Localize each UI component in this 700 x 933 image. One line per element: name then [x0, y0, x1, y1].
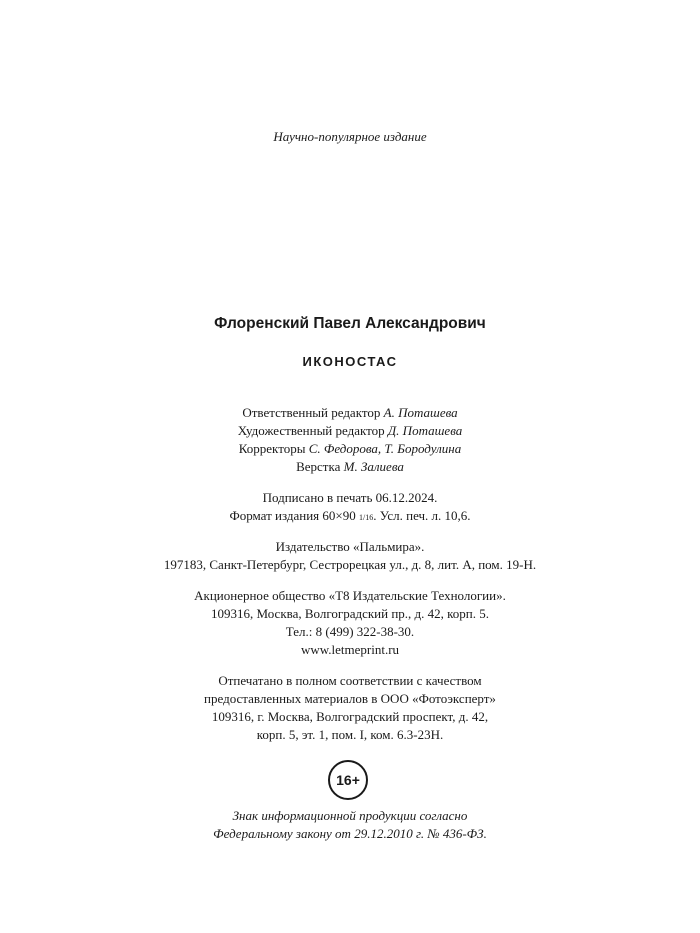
credit-line: Корректоры С. Федорова, Т. Бородулина: [238, 441, 462, 456]
printed-line: корп. 5, эт. 1, пом. I, ком. 6.3-23Н.: [256, 727, 444, 742]
age-note-line: Федеральному закону от 29.12.2010 г. № 436-ФЗ.: [213, 826, 487, 841]
age-rating-badge: 16+: [328, 760, 368, 800]
print-signed: Подписано в печать 06.12.2024.: [262, 490, 438, 505]
print-format: Формат издания 60×90 1/16. Усл. печ. л. 10,6.: [229, 508, 471, 523]
age-note-line: Знак информационной продукции согласно: [232, 808, 468, 823]
publisher-address: 197183, Санкт-Петербург, Сестрорецкая ул., д. 8, лит. А, пом. 19-Н.: [163, 557, 537, 572]
credit-line: Верстка М. Залиева: [296, 459, 404, 474]
company-website: www.letmeprint.ru: [300, 642, 400, 657]
printed-line: предоставленных материалов в ООО «Фотоэксперт»: [204, 691, 496, 706]
printed-line: 109316, г. Москва, Волгоградский проспект, д. 42,: [211, 709, 489, 724]
credit-line: Ответственный редактор А. Поташева: [242, 405, 458, 420]
book-title: ИКОНОСТАС: [302, 354, 398, 369]
company-address: 109316, Москва, Волгоградский пр., д. 42, корп. 5.: [210, 606, 490, 621]
company-phone: Тел.: 8 (499) 322-38-30.: [285, 624, 415, 639]
publisher-name: Издательство «Пальмира».: [275, 539, 425, 554]
edition-type: Научно-популярное издание: [273, 129, 427, 144]
credit-line: Художественный редактор Д. Поташева: [237, 423, 463, 438]
author-name: Флоренский Павел Александрович: [214, 315, 486, 332]
printed-line: Отпечатано в полном соответствии с качеством: [218, 673, 482, 688]
company-name: Акционерное общество «Т8 Издательские Технологии».: [194, 588, 506, 603]
